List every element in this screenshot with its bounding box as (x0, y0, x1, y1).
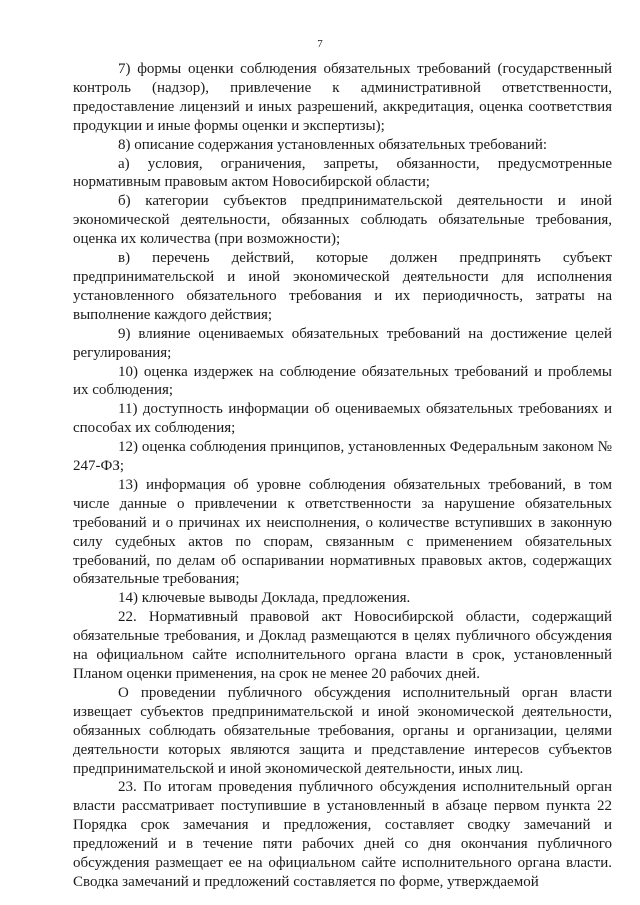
document-body (73, 60, 612, 892)
paragraph-clause-22-notice: О проведении публичного обсуждения исполнительный орган власти извещает субъектов предпринимательской и иной экономической деятельности, обязанных соблюдать обязательные требования, органы и организации, целями деятельности которых являются защита и представление интересов субъектов предпринимательской и иной экономической деятельности, иных лиц. (73, 684, 612, 777)
paragraph-clause-23: 23. По итогам проведения публичного обсуждения исполнительный орган власти рассматривает поступившие в установленный в абзаце первом пункта 22 Порядка срок замечания и предложения, составляет сводку замечаний и предложений и в течение пяти рабочих дней со дня окончания публичного обсуждения размещает ее на официальном сайте исполнительного органа власти. Сводка замечаний и предложений составляется по форме, утверждаемой (73, 779, 612, 890)
paragraph-item-9: 9) влияние оцениваемых обязательных требований на достижение целей регулирования; (73, 325, 612, 361)
paragraph-item-14: 14) ключевые выводы Доклада, предложения. (118, 590, 411, 607)
paragraph-clause-22: 22. Нормативный правовой акт Новосибирской области, содержащий обязательные требования, и Доклад размещаются в целях публичного обсуждения на официальном сайте исполнительного органа власти в срок, установленный Планом оценки применения, на срок не менее 20 рабочих дней. (73, 609, 612, 682)
paragraph-subitem-v: в) перечень действий, которые должен предпринять субъект предпринимательской и иной экономической деятельности для исполнения установленного обязательного требования и их периодичность, затраты на выполнение каждого действия; (73, 250, 612, 323)
paragraph-item-11: 11) доступность информации об оцениваемых обязательных требованиях и способах их соблюдения; (73, 401, 612, 437)
paragraph-item-7: 7) формы оценки соблюдения обязательных требований (государственный контроль (надзор), привлечение к административной ответственности, предоставление лицензий и иных разрешений, аккредитация, оценка соответствия продукции и иные формы оценки и экспертизы); (73, 61, 612, 134)
paragraph-subitem-a: а) условия, ограничения, запреты, обязанности, предусмотренные нормативным правовым актом Новосибирской области; (73, 155, 612, 191)
paragraph-item-8: 8) описание содержания установленных обязательных требований: (118, 136, 548, 153)
paragraph-item-12: 12) оценка соблюдения принципов, установленных Федеральным законом № 247-ФЗ; (73, 439, 612, 475)
paragraph-item-13: 13) информация об уровне соблюдения обязательных требований, в том числе данные о привлечении к ответственности за нарушение обязательных требований и о причинах их неисполнения, о количестве вступивших в законную силу судебных актов по спорам, связанным с применением обязательных требований, по делам об оспаривании нормативных правовых актов, содержащих обязательные требования; (73, 476, 612, 588)
paragraph-item-10: 10) оценка издержек на соблюдение обязательных требований и проблемы их соблюдения; (73, 363, 612, 399)
paragraph-subitem-b: б) категории субъектов предпринимательской деятельности и иной экономической деятельности, обязанных соблюдать обязательные требования, оценка их количества (при возможности); (73, 193, 612, 248)
page-number: 7 (317, 38, 323, 50)
